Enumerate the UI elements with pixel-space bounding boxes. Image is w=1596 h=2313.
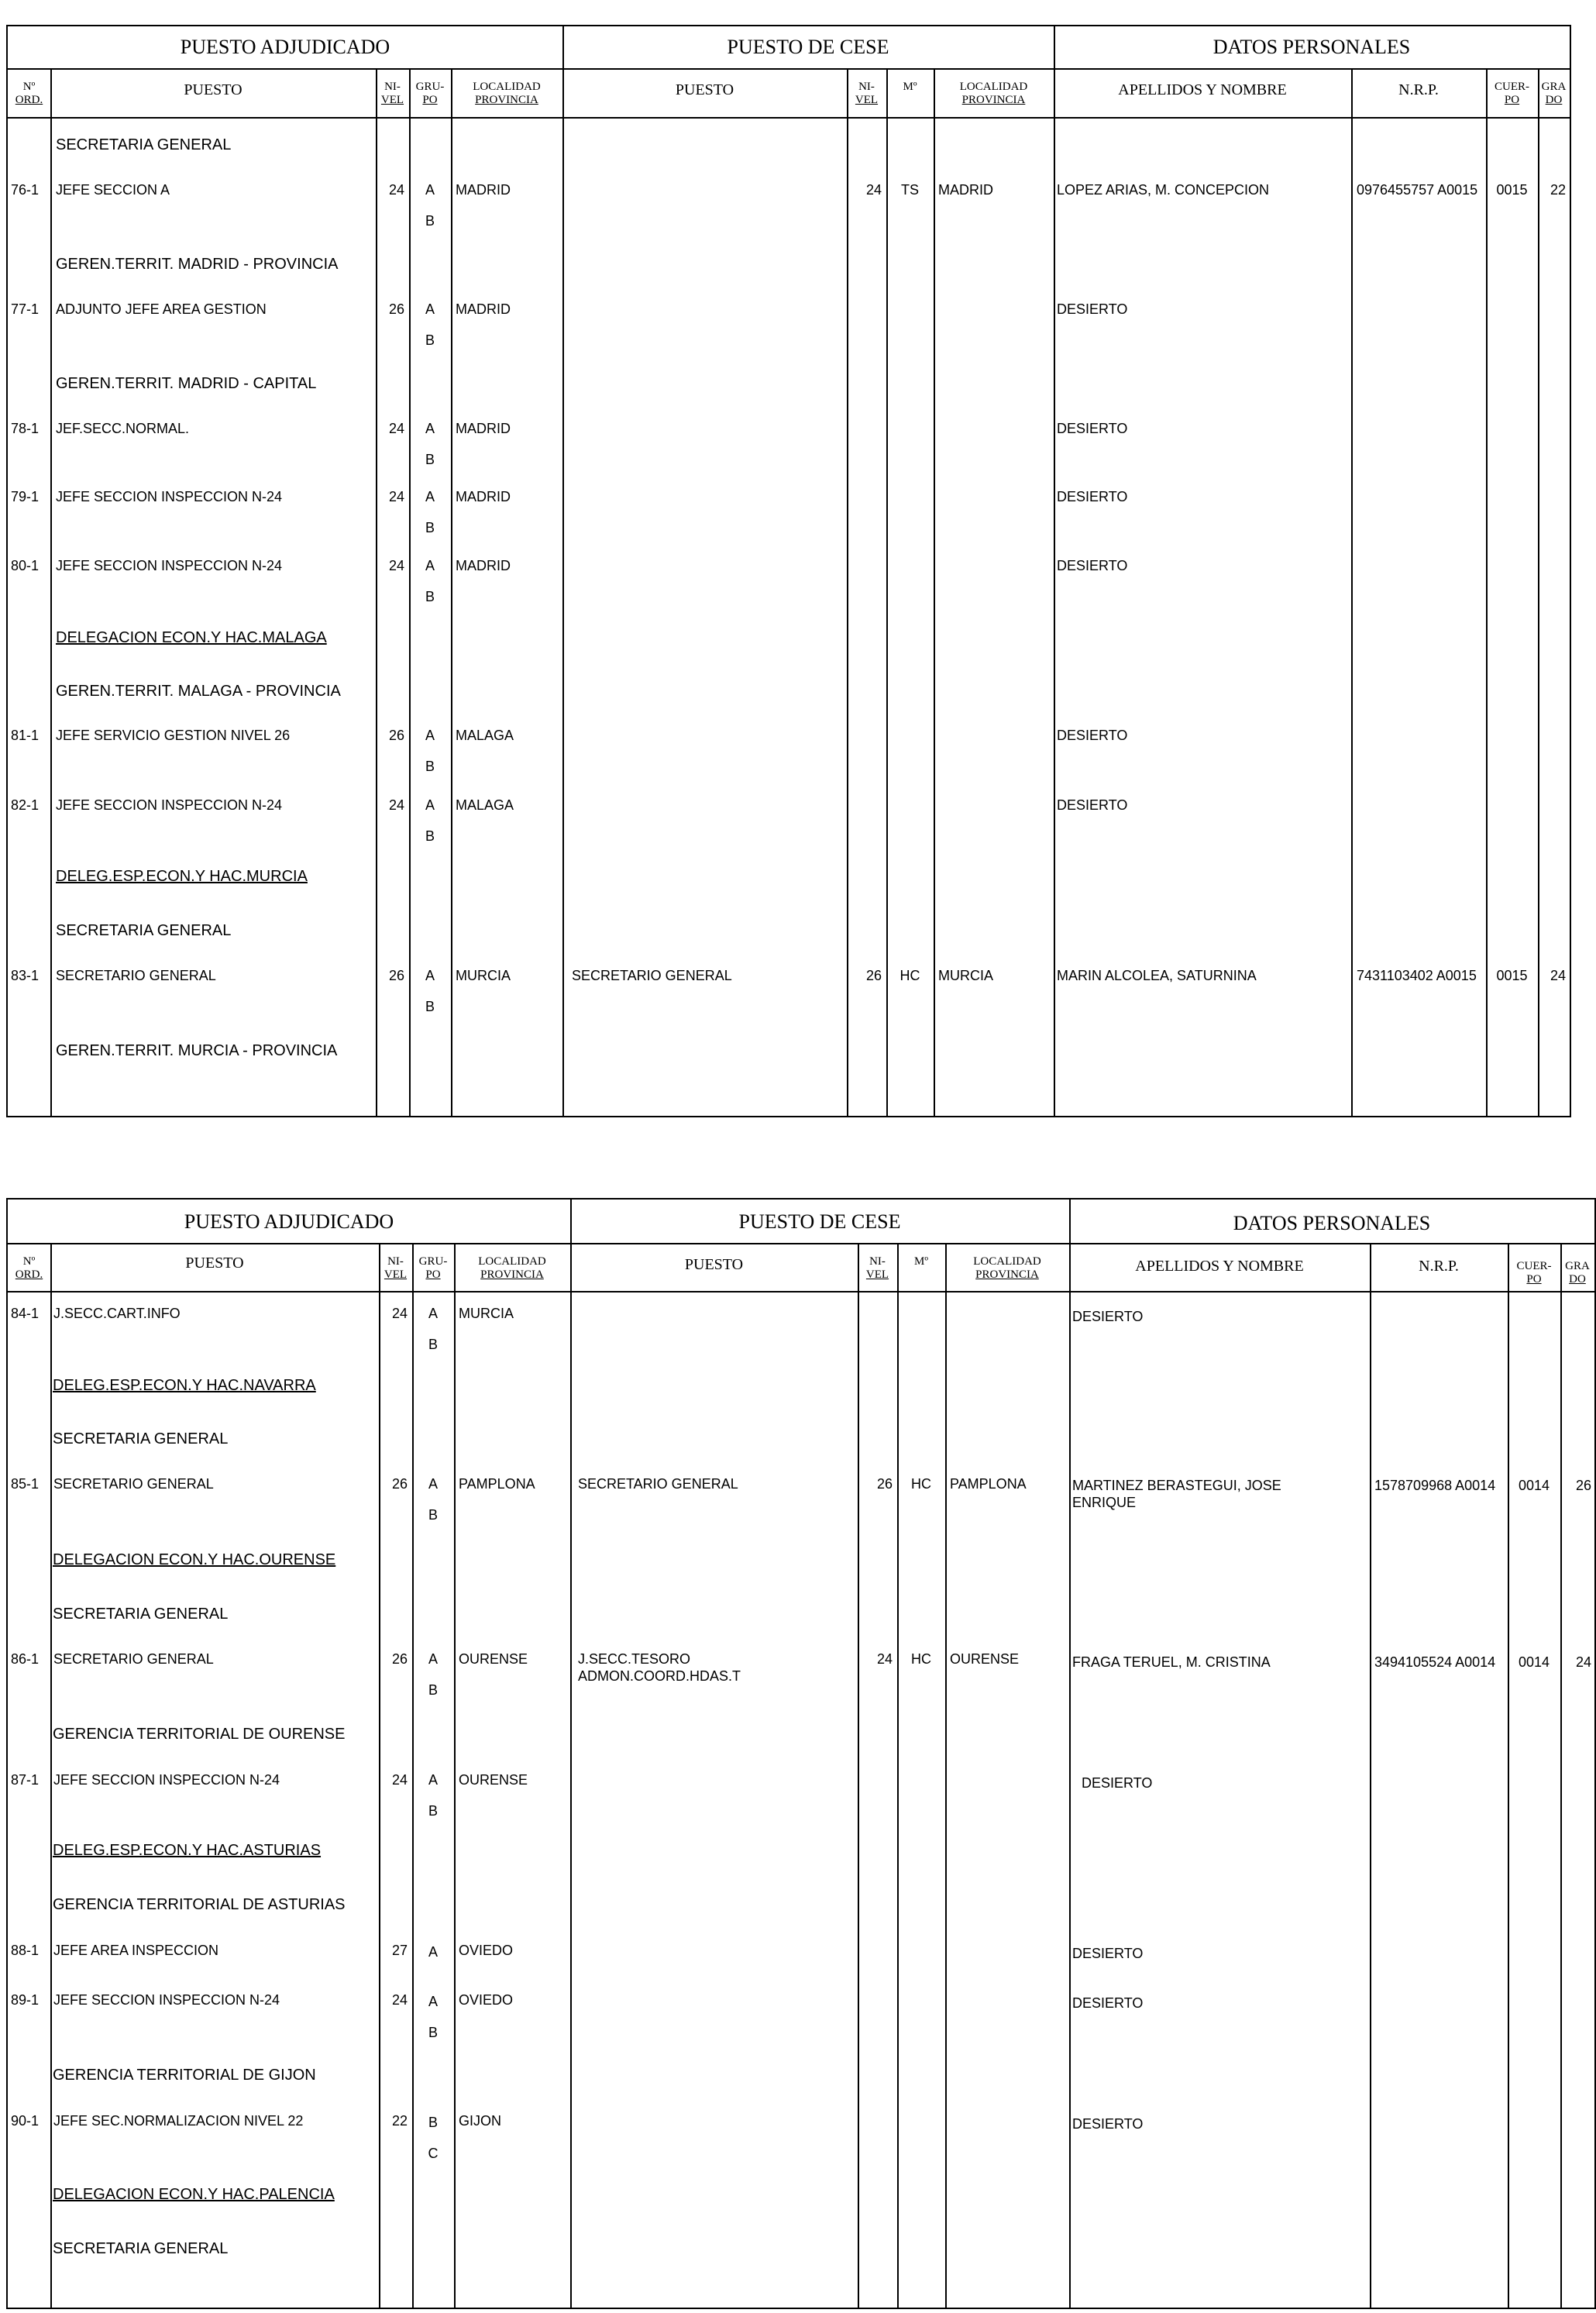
col-grupo: GRU- PO [415,81,445,106]
row-nombre: DESIERTO [1072,1946,1144,1961]
row-nivel: 22 [391,2113,408,2129]
row-nivel: 24 [388,558,404,573]
row-ord: 86-1 [11,1651,40,1667]
row-grupo: B [425,828,435,844]
row-cese-puesto: J.SECC.TESORO ADMON.COORD.HDAS.T [578,1651,741,1684]
row-nivel: 26 [388,968,404,983]
row-grado: 24 [1575,1654,1591,1670]
row-localidad: MALAGA [456,728,514,743]
row-grupo: A [428,1651,438,1667]
row-nrp: 1578709968 A0014 [1374,1478,1496,1493]
col-apellidos: APELLIDOS Y NOMBRE [1135,1258,1304,1275]
row-puesto: SECRETARIO GENERAL [53,1476,214,1492]
row-nivel: 26 [391,1651,408,1667]
row-cese-m: HC [899,968,920,983]
col-cese-m: Mº [914,1255,928,1268]
row-nombre: DESIERTO [1057,558,1128,573]
row-grupo: B [428,1682,438,1698]
row-nombre: DESIERTO [1057,489,1128,504]
row-localidad: PAMPLONA [459,1476,535,1492]
col-nivel: NI- VEL [384,1255,408,1281]
row-puesto: JEFE AREA INSPECCION [53,1943,219,1958]
section-heading: DELEGACION ECON.Y HAC.OURENSE [53,1551,336,1568]
section-heading: SECRETARIA GENERAL [53,1606,229,1623]
row-nivel: 24 [388,421,404,436]
row-puesto: JEFE SECCION INSPECCION N-24 [56,558,283,573]
row-puesto: JEFE SECCION A [56,182,170,198]
row-ord: 90-1 [11,2113,40,2129]
row-grupo: A [425,182,435,198]
row-cese-m: HC [911,1651,931,1667]
row-ord: 88-1 [11,1943,40,1958]
row-puesto: SECRETARIO GENERAL [53,1651,214,1667]
row-cuerpo: 0015 [1496,968,1528,983]
row-localidad: MURCIA [459,1306,514,1321]
row-grupo: B [425,452,435,467]
row-puesto: JEFE SERVICIO GESTION NIVEL 26 [56,728,291,743]
row-nivel: 24 [388,797,404,813]
row-cese-nivel: 24 [865,182,882,198]
row-grupo: A [425,968,435,983]
row-nivel: 24 [388,489,404,504]
row-grupo: B [428,2025,438,2040]
row-localidad: MADRID [456,421,511,436]
section-heading: GERENCIA TERRITORIAL DE GIJON [53,2067,316,2084]
row-grupo: A [428,1476,438,1492]
col-cuerpo: CUER- PO [1516,1260,1552,1286]
row-puesto: JEF.SECC.NORMAL. [56,421,190,436]
row-nrp: 7431103402 A0015 [1357,968,1477,983]
section-heading: GEREN.TERRIT. MALAGA - PROVINCIA [56,683,341,700]
row-ord: 79-1 [11,489,40,504]
row-ord: 78-1 [11,421,40,436]
row-cese-localidad: MURCIA [938,968,993,983]
row-ord: 84-1 [11,1306,40,1321]
row-puesto: JEFE SECCION INSPECCION N-24 [56,489,283,504]
row-grupo: A [425,797,435,813]
row-grupo: B [428,1803,438,1819]
row-nivel: 24 [388,182,404,198]
row-nivel: 26 [388,301,404,317]
col-localidad: LOCALIDAD PROVINCIA [473,81,541,106]
col-cese-m: Mº [903,81,917,93]
row-cese-localidad: OURENSE [950,1651,1020,1667]
col-cese-localidad: LOCALIDAD PROVINCIA [973,1255,1041,1281]
row-nrp: 0976455757 A0015 [1357,182,1478,198]
row-cuerpo: 0014 [1518,1654,1550,1670]
col-nrp: N.R.P. [1398,81,1439,98]
row-localidad: OURENSE [459,1772,528,1788]
row-ord: 89-1 [11,1992,40,2008]
row-grupo: B [425,759,435,774]
row-puesto: JEFE SEC.NORMALIZACION NIVEL 22 [53,2113,304,2129]
row-grupo: A [428,1772,438,1788]
section-heading: DELEG.ESP.ECON.Y HAC.ASTURIAS [53,1842,322,1859]
row-grupo: B [425,332,435,348]
row-cese-puesto: SECRETARIO GENERAL [578,1476,738,1492]
row-nivel: 24 [391,1306,408,1321]
row-nombre: DESIERTO [1057,728,1128,743]
section-heading: GEREN.TERRIT. MURCIA - PROVINCIA [56,1042,338,1059]
row-puesto: JEFE SECCION INSPECCION N-24 [53,1772,280,1788]
row-cese-localidad: PAMPLONA [950,1476,1027,1492]
section-heading: SECRETARIA GENERAL [53,1430,229,1447]
section-heading: GEREN.TERRIT. MADRID - PROVINCIA [56,256,339,273]
row-ord: 76-1 [11,182,40,198]
row-cese-nivel: 24 [876,1651,893,1667]
col-cese-nivel: NI- VEL [855,81,879,106]
row-cese-m: TS [900,182,919,198]
row-localidad: MADRID [456,182,511,198]
row-puesto: SECRETARIO GENERAL [56,968,216,983]
row-grado: 22 [1550,182,1566,198]
col-cese-puesto: PUESTO [684,1256,744,1273]
col-cese-nivel: NI- VEL [865,1255,889,1281]
row-cese-puesto: SECRETARIO GENERAL [572,968,732,983]
section-heading: SECRETARIA GENERAL [56,922,232,939]
row-grupo: A [428,1994,438,2009]
col-cese-puesto: PUESTO [675,81,734,98]
row-nombre: LOPEZ ARIAS, M. CONCEPCION [1057,182,1270,198]
col-nivel: NI- VEL [380,81,404,106]
row-cuerpo: 0014 [1518,1478,1550,1493]
row-nombre: DESIERTO [1057,301,1128,317]
section-heading: GEREN.TERRIT. MADRID - CAPITAL [56,375,317,392]
col-puesto: PUESTO [184,81,242,98]
row-nombre: DESIERTO [1072,1995,1144,2011]
col-nrp: N.R.P. [1419,1258,1459,1275]
row-grupo: B [428,2115,438,2130]
row-localidad: GIJON [459,2113,502,2129]
header-puesto-de-cese: PUESTO DE CESE [727,36,889,58]
col-cuerpo: CUER- PO [1495,81,1529,106]
row-cuerpo: 0015 [1496,182,1528,198]
row-nivel: 26 [391,1476,408,1492]
row-ord: 85-1 [11,1476,40,1492]
row-nombre: DESIERTO [1072,1309,1144,1324]
row-grupo: C [428,2146,439,2161]
row-nrp: 3494105524 A0014 [1374,1654,1496,1670]
col-cese-localidad: LOCALIDAD PROVINCIA [959,81,1028,106]
col-puesto: PUESTO [185,1255,244,1272]
row-grupo: A [425,421,435,436]
col-apellidos: APELLIDOS Y NOMBRE [1118,81,1287,98]
row-localidad: MALAGA [456,797,514,813]
row-ord: 87-1 [11,1772,40,1788]
section-heading: SECRETARIA GENERAL [56,136,232,153]
row-localidad: MURCIA [456,968,511,983]
section-heading: DELEG.ESP.ECON.Y HAC.NAVARRA [53,1377,316,1394]
row-nivel: 24 [391,1772,408,1788]
row-grado: 24 [1550,968,1566,983]
row-nombre: DESIERTO [1057,421,1128,436]
row-cese-m: HC [911,1476,931,1492]
row-cese-nivel: 26 [876,1476,893,1492]
row-grupo: A [425,728,435,743]
row-puesto: JEFE SECCION INSPECCION N-24 [56,797,283,813]
col-grupo: GRU- PO [418,1255,448,1281]
row-grupo: A [425,301,435,317]
row-cese-localidad: MADRID [938,182,993,198]
row-grupo: B [428,1507,438,1523]
row-puesto: JEFE SECCION INSPECCION N-24 [53,1992,280,2008]
row-puesto: ADJUNTO JEFE AREA GESTION [56,301,267,317]
row-localidad: OVIEDO [459,1943,514,1958]
section-heading: GERENCIA TERRITORIAL DE ASTURIAS [53,1896,346,1913]
section-heading: DELEGACION ECON.Y HAC.MALAGA [56,629,327,646]
row-grado: 26 [1575,1478,1591,1493]
row-localidad: MADRID [456,558,511,573]
row-nivel: 26 [388,728,404,743]
row-ord: 82-1 [11,797,40,813]
row-nivel: 27 [391,1943,408,1958]
row-nombre: DESIERTO [1057,797,1128,813]
col-n-ord: Nº ORD. [15,1255,43,1281]
row-nombre: MARTINEZ BERASTEGUI, JOSE ENRIQUE [1072,1478,1281,1510]
header-puesto-adjudicado: PUESTO ADJUDICADO [180,36,390,58]
header-datos-personales: DATOS PERSONALES [1233,1212,1431,1234]
row-nombre: DESIERTO [1072,2116,1144,2132]
section-heading: DELEG.ESP.ECON.Y HAC.MURCIA [56,868,308,885]
row-grupo: A [428,1944,438,1960]
row-grupo: B [428,1337,438,1352]
row-nombre: MARIN ALCOLEA, SATURNINA [1057,968,1257,983]
row-cese-nivel: 26 [865,968,882,983]
row-grupo: B [425,589,435,604]
row-localidad: MADRID [456,301,511,317]
section-heading: DELEGACION ECON.Y HAC.PALENCIA [53,2186,335,2203]
table-2 [6,1198,1596,2309]
row-ord: 81-1 [11,728,40,743]
col-grado: GRA DO [1565,1260,1590,1286]
header-puesto-adjudicado: PUESTO ADJUDICADO [184,1210,394,1233]
row-ord: 77-1 [11,301,40,317]
col-grado: GRA DO [1541,81,1567,106]
header-datos-personales: DATOS PERSONALES [1212,36,1411,58]
row-nombre: DESIERTO [1082,1775,1153,1791]
row-puesto: J.SECC.CART.INFO [53,1306,181,1321]
row-grupo: A [425,558,435,573]
row-ord: 83-1 [11,968,40,983]
row-grupo: B [425,999,435,1014]
row-nivel: 24 [391,1992,408,2008]
col-n-ord: Nº ORD. [15,81,43,106]
row-localidad: OURENSE [459,1651,528,1667]
table-1 [6,25,1571,1117]
row-grupo: A [428,1306,438,1321]
row-ord: 80-1 [11,558,40,573]
row-localidad: MADRID [456,489,511,504]
row-grupo: B [425,213,435,229]
row-grupo: B [425,520,435,535]
section-heading: SECRETARIA GENERAL [53,2240,229,2257]
row-nombre: FRAGA TERUEL, M. CRISTINA [1072,1654,1271,1670]
section-heading: GERENCIA TERRITORIAL DE OURENSE [53,1726,346,1743]
row-grupo: A [425,489,435,504]
col-localidad: LOCALIDAD PROVINCIA [478,1255,546,1281]
header-puesto-de-cese: PUESTO DE CESE [738,1210,901,1233]
row-localidad: OVIEDO [459,1992,514,2008]
